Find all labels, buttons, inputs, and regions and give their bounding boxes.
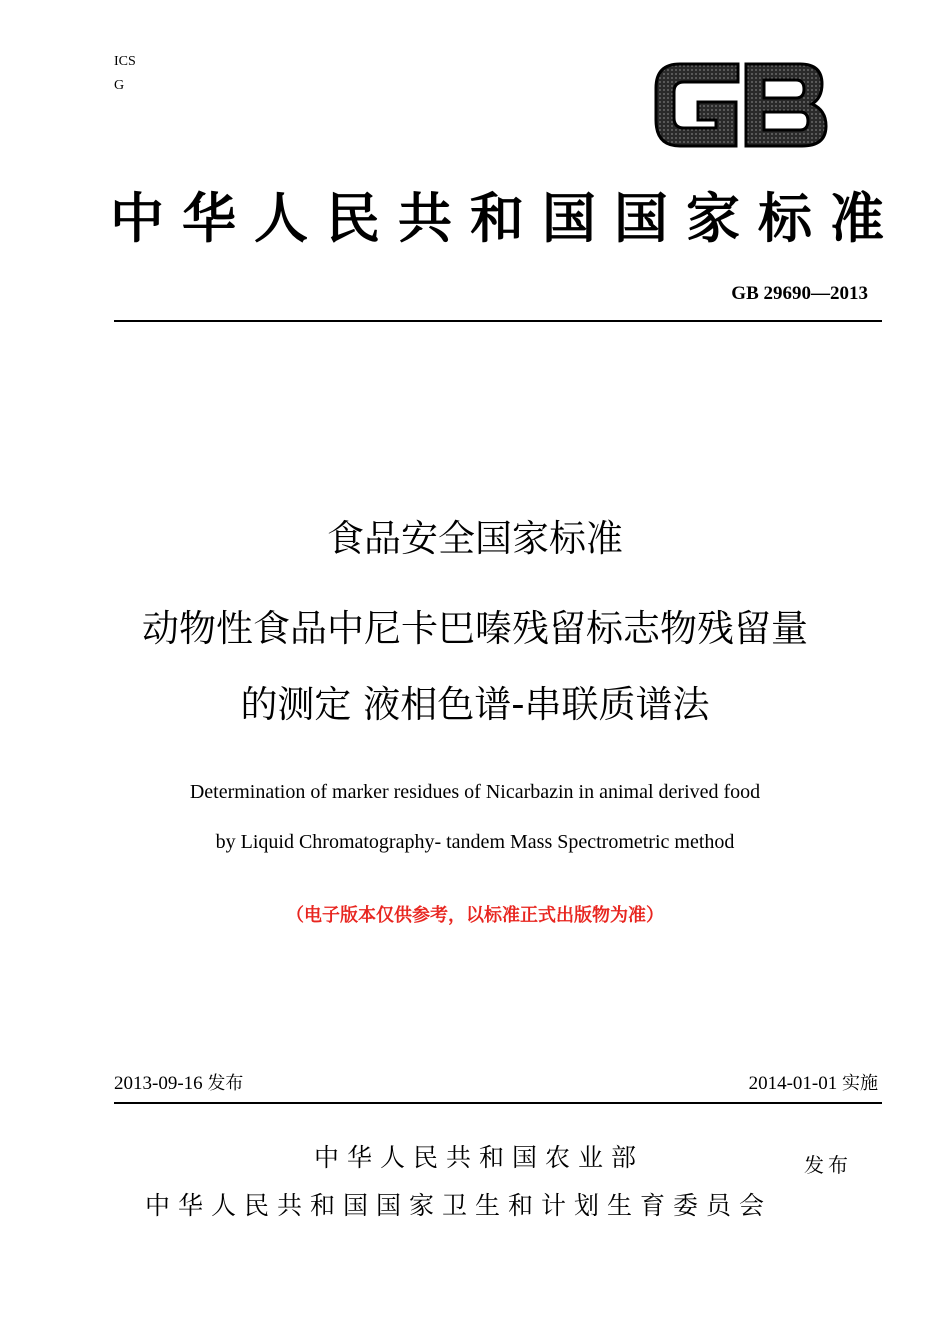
issuers-action: 发布 bbox=[804, 1153, 852, 1177]
effective-date-block bbox=[749, 1069, 878, 1095]
gb-logo-svg bbox=[650, 56, 832, 152]
bottom-divider bbox=[114, 1102, 882, 1104]
effective-date: 2014-01-01 bbox=[748, 1073, 838, 1094]
title-line-2: 的测定 液相色谱-串联质谱法 bbox=[240, 683, 710, 726]
english-title-line-2: by Liquid Chromatography- tandem Mass Spectrometric method bbox=[215, 831, 735, 853]
issuer-ministry-agriculture: 中华人民共和国农业部 bbox=[314, 1143, 645, 1172]
title-line-1: 动物性食品中尼卡巴嗪残留标志物残留量 bbox=[142, 607, 808, 650]
top-divider bbox=[114, 320, 882, 322]
title-series: 食品安全国家标准 bbox=[327, 517, 623, 560]
gb-emblem-icon bbox=[650, 56, 832, 152]
issuer-health-commission: 中华人民共和国国家卫生和计划生育委员会 bbox=[145, 1191, 773, 1220]
ics-code-block bbox=[114, 50, 136, 98]
issue-date-block bbox=[114, 1069, 243, 1095]
standard-number: GB 29690—2013 bbox=[731, 283, 868, 304]
issue-date: 2013-09-16 bbox=[114, 1073, 203, 1094]
issue-label: 发布 bbox=[207, 1073, 244, 1094]
english-title-line-1: Determination of marker residues of Nicarbazin in animal derived food bbox=[189, 781, 761, 803]
ccs-label: G bbox=[114, 78, 125, 93]
national-standard-title: 中华人民共和国国家标准 bbox=[110, 187, 902, 250]
ics-label: ICS bbox=[114, 54, 136, 69]
electronic-version-notice: （电子版本仅供参考，以标准正式出版物为准） bbox=[286, 905, 664, 926]
effective-label: 实施 bbox=[842, 1073, 878, 1094]
